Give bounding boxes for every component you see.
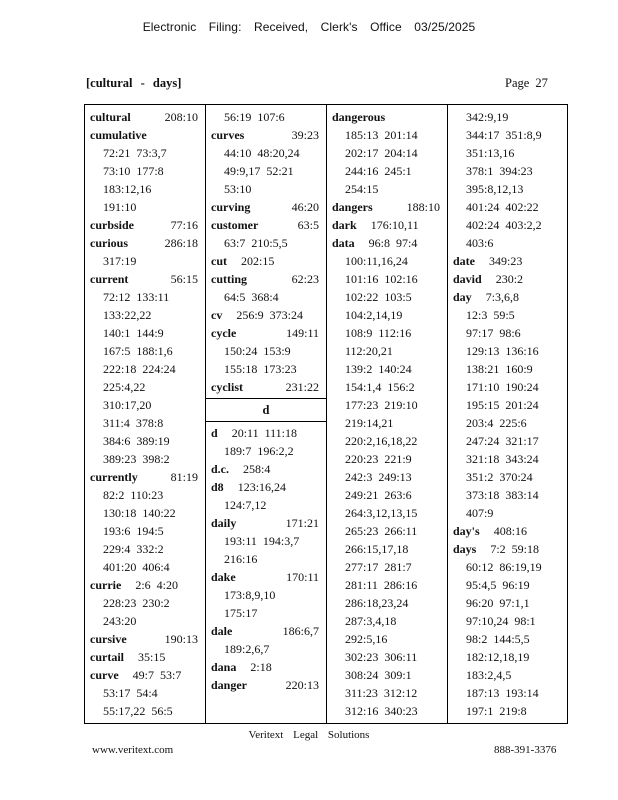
page-line-ref: 220:2,16,18,22: [345, 434, 418, 448]
page-line-ref: 112:20,21: [345, 344, 393, 358]
index-entry: [211, 306, 323, 324]
page-line-ref: 138:21 160:9: [466, 362, 533, 376]
page-line-ref: 96:8 97:4: [368, 236, 418, 250]
index-term: curves: [211, 128, 245, 142]
page-line-ref: 195:15 201:24: [466, 398, 539, 412]
page-line-ref: 170:11: [286, 570, 319, 584]
page-line-ref: 349:23: [489, 254, 523, 268]
index-entry: [211, 378, 323, 396]
index-entry: [90, 468, 202, 576]
page-line-ref: 203:4 225:6: [466, 416, 527, 430]
index-entry: [453, 270, 566, 288]
index-term: currie: [90, 578, 122, 592]
page-line-ref: 73:10 177:8: [103, 164, 164, 178]
page-line-ref: 189:2,6,7: [224, 642, 270, 656]
page-line-ref: 189:7 196:2,2: [224, 444, 294, 458]
index-term: customer: [211, 218, 259, 232]
page-line-ref: 62:23: [291, 272, 319, 286]
page-line-ref: 187:13 193:14: [466, 686, 539, 700]
page-line-ref: 124:7,12: [224, 498, 267, 512]
page-line-ref: 220:13: [285, 678, 319, 692]
page-line-ref: 222:18 224:24: [103, 362, 176, 376]
page-line-ref: 175:17: [224, 606, 258, 620]
page-line-ref: 256:9 373:24: [236, 308, 303, 322]
page-line-ref: 277:17 281:7: [345, 560, 412, 574]
index-entry: [453, 522, 566, 540]
page-line-ref: 292:5,16: [345, 632, 388, 646]
index-entry: [211, 270, 323, 306]
index-term: cycle: [211, 326, 237, 340]
index-term: dark: [332, 218, 357, 232]
index-term: current: [90, 272, 129, 286]
index-term: dangers: [332, 200, 373, 214]
index-entry: [211, 676, 323, 694]
index-entry: [90, 648, 202, 666]
index-entry: [332, 234, 444, 720]
page-line-ref: 183:2,4,5: [466, 668, 512, 682]
page-line-ref: 133:22,22: [103, 308, 152, 322]
index-entry: [211, 108, 323, 126]
page-line-ref: 60:12 86:19,19: [466, 560, 542, 574]
page-line-ref: 97:17 98:6: [466, 326, 521, 340]
index-entry: [90, 126, 202, 216]
index-entry: [211, 126, 323, 198]
page-line-ref: 230:2: [495, 272, 524, 286]
page-line-ref: 82:2 110:23: [103, 488, 164, 502]
index-term: cursive: [90, 632, 127, 646]
page-line-ref: 108:9 112:16: [345, 326, 412, 340]
index-entry: [211, 514, 323, 568]
index-term: curious: [90, 236, 129, 250]
page-line-ref: 101:16 102:16: [345, 272, 418, 286]
page-line-ref: 378:1 394:23: [466, 164, 533, 178]
index-column-2: [206, 105, 327, 723]
page-line-ref: 39:23: [291, 128, 319, 142]
page-line-ref: 373:18 383:14: [466, 488, 539, 502]
page-line-ref: 312:16 340:23: [345, 704, 418, 718]
page-line-ref: 63:5: [297, 218, 319, 232]
page-line-ref: 185:13 201:14: [345, 128, 418, 142]
page-line-ref: 139:2 140:24: [345, 362, 412, 376]
index-entry: [90, 270, 202, 468]
index-term: danger: [211, 678, 247, 692]
page-line-ref: 77:16: [170, 218, 198, 232]
page-line-ref: 242:3 249:13: [345, 470, 412, 484]
page-line-ref: 311:4 378:8: [103, 416, 164, 430]
index-column-4: [448, 105, 569, 723]
page-line-ref: 2:6 4:20: [135, 578, 178, 592]
index-entry: [211, 424, 323, 460]
index-entry: [453, 540, 566, 720]
page-number: Page 27: [505, 76, 548, 90]
page-line-ref: 46:20: [291, 200, 319, 214]
index-term: cyclist: [211, 380, 243, 394]
footer-company: Veritext Legal Solutions: [248, 729, 370, 741]
index-column-3: [327, 105, 448, 723]
page-line-ref: 254:15: [345, 182, 379, 196]
index-term: cumulative: [90, 128, 147, 142]
index-term: days: [453, 542, 477, 556]
index-entry: [332, 108, 444, 198]
page-line-ref: 202:17 204:14: [345, 146, 418, 160]
index-term: d.c.: [211, 462, 229, 476]
page-line-ref: 308:24 309:1: [345, 668, 412, 682]
page-line-ref: 389:23 398:2: [103, 452, 170, 466]
page-line-ref: 186:6,7: [282, 624, 319, 638]
index-term: dangerous: [332, 110, 386, 124]
index-entry: [211, 198, 323, 216]
page-line-ref: 56:19 107:6: [224, 110, 285, 124]
index-range: [cultural - days]: [86, 76, 182, 90]
page-line-ref: 140:1 144:9: [103, 326, 164, 340]
page-line-ref: 188:10: [406, 200, 440, 214]
page-line-ref: 7:3,6,8: [485, 290, 520, 304]
letter-section-header: d: [206, 398, 326, 422]
index-entry: [332, 216, 444, 234]
page-line-ref: 171:21: [285, 516, 319, 530]
page-line-ref: 104:2,14,19: [345, 308, 403, 322]
page-line-ref: 208:10: [164, 110, 198, 124]
index-term: daily: [211, 516, 237, 530]
index-entry: [211, 568, 323, 622]
page-line-ref: 220:23 221:9: [345, 452, 412, 466]
page-line-ref: 403:6: [466, 236, 494, 250]
page-line-ref: 182:12,18,19: [466, 650, 530, 664]
page-line-ref: 286:18: [164, 236, 198, 250]
page-line-ref: 310:17,20: [103, 398, 152, 412]
filing-stamp: Electronic Filing: Received, Clerk's Office 03/25/2025: [142, 20, 476, 34]
index-entry: [332, 198, 444, 216]
page-line-ref: 264:3,12,13,15: [345, 506, 418, 520]
page-line-ref: 72:21 73:3,7: [103, 146, 167, 160]
page-line-ref: 193:11 194:3,7: [224, 534, 300, 548]
word-index-table: [84, 104, 568, 724]
page-line-ref: 12:3 59:5: [466, 308, 515, 322]
index-entry: [90, 108, 202, 126]
page-line-ref: 20:11 111:18: [231, 426, 298, 440]
page-line-ref: 176:10,11: [370, 218, 419, 232]
index-entry: [90, 216, 202, 234]
index-entry: [453, 288, 566, 522]
page-line-ref: 98:2 144:5,5: [466, 632, 530, 646]
page-line-ref: 64:5 368:4: [224, 290, 279, 304]
page-line-ref: 171:10 190:24: [466, 380, 539, 394]
page-line-ref: 231:22: [285, 380, 319, 394]
index-term: dana: [211, 660, 237, 674]
page-line-ref: 216:16: [224, 552, 258, 566]
index-term: day's: [453, 524, 480, 538]
page-line-ref: 401:20 406:4: [103, 560, 170, 574]
index-term: d: [211, 426, 218, 440]
index-entry: [90, 234, 202, 270]
page-line-ref: 167:5 188:1,6: [103, 344, 173, 358]
page-line-ref: 302:23 306:11: [345, 650, 418, 664]
index-term: david: [453, 272, 482, 286]
page-line-ref: 96:20 97:1,1: [466, 596, 530, 610]
index-entry: [90, 630, 202, 648]
page-line-ref: 286:18,23,24: [345, 596, 409, 610]
page-line-ref: 53:10: [224, 182, 252, 196]
page-line-ref: 191:10: [103, 200, 137, 214]
index-entry: [211, 658, 323, 676]
page-line-ref: 130:18 140:22: [103, 506, 176, 520]
page-line-ref: 7:2 59:18: [490, 542, 540, 556]
page-line-ref: 97:10,24 98:1: [466, 614, 536, 628]
index-entry: [211, 252, 323, 270]
footer-website: www.veritext.com: [92, 744, 174, 756]
page-line-ref: 63:7 210:5,5: [224, 236, 288, 250]
page-line-ref: 266:15,17,18: [345, 542, 409, 556]
page-line-ref: 321:18 343:24: [466, 452, 539, 466]
index-term: curtail: [90, 650, 124, 664]
page-line-ref: 402:24 403:2,2: [466, 218, 542, 232]
page-line-ref: 150:24 153:9: [224, 344, 291, 358]
index-term: curving: [211, 200, 251, 214]
page-line-ref: 244:16 245:1: [345, 164, 412, 178]
page-line-ref: 155:18 173:23: [224, 362, 297, 376]
page-line-ref: 72:12 133:11: [103, 290, 170, 304]
page-line-ref: 123:16,24: [237, 480, 287, 494]
page-line-ref: 193:6 194:5: [103, 524, 164, 538]
page-line-ref: 95:4,5 96:19: [466, 578, 530, 592]
page-line-ref: 55:17,22 56:5: [103, 704, 173, 718]
page-line-ref: 102:22 103:5: [345, 290, 412, 304]
page-line-ref: 81:19: [170, 470, 198, 484]
page-line-ref: 202:15: [241, 254, 275, 268]
page-line-ref: 154:1,4 156:2: [345, 380, 415, 394]
page-line-ref: 149:11: [286, 326, 319, 340]
index-term: d8: [211, 480, 224, 494]
page-line-ref: 249:21 263:6: [345, 488, 412, 502]
index-entry: [90, 666, 202, 720]
page-line-ref: 384:6 389:19: [103, 434, 170, 448]
page-line-ref: 173:8,9,10: [224, 588, 276, 602]
index-entry: [211, 216, 323, 252]
page-line-ref: 228:23 230:2: [103, 596, 170, 610]
page-line-ref: 44:10 48:20,24: [224, 146, 300, 160]
page-line-ref: 243:20: [103, 614, 137, 628]
page-line-ref: 229:4 332:2: [103, 542, 164, 556]
index-entry: [453, 108, 566, 252]
index-term: curbside: [90, 218, 135, 232]
index-term: day: [453, 290, 472, 304]
index-term: cut: [211, 254, 227, 268]
page-line-ref: 344:17 351:8,9: [466, 128, 542, 142]
page-line-ref: 2:18: [250, 660, 272, 674]
page-line-ref: 258:4: [243, 462, 271, 476]
page-line-ref: 56:15: [170, 272, 198, 286]
page-line-ref: 129:13 136:16: [466, 344, 539, 358]
index-term: currently: [90, 470, 138, 484]
page-line-ref: 190:13: [164, 632, 198, 646]
index-term: dake: [211, 570, 236, 584]
page-line-ref: 197:1 219:8: [466, 704, 527, 718]
index-entry: [211, 460, 323, 478]
page-line-ref: 219:14,21: [345, 416, 394, 430]
page-line-ref: 183:12,16: [103, 182, 152, 196]
page-line-ref: 407:9: [466, 506, 494, 520]
page-line-ref: 247:24 321:17: [466, 434, 539, 448]
page-line-ref: 351:13,16: [466, 146, 515, 160]
index-entry: [211, 324, 323, 378]
page-line-ref: 49:9,17 52:21: [224, 164, 294, 178]
page-line-ref: 401:24 402:22: [466, 200, 539, 214]
page-line-ref: 342:9,19: [466, 110, 509, 124]
page-line-ref: 225:4,22: [103, 380, 146, 394]
index-term: cultural: [90, 110, 131, 124]
index-entry: [453, 252, 566, 270]
page-line-ref: 100:11,16,24: [345, 254, 408, 268]
index-entry: [90, 576, 202, 630]
page-line-ref: 177:23 219:10: [345, 398, 418, 412]
page-line-ref: 351:2 370:24: [466, 470, 533, 484]
index-term: cv: [211, 308, 223, 322]
page-line-ref: 49:7 53:7: [132, 668, 182, 682]
index-entry: [211, 478, 323, 514]
page-line-ref: 287:3,4,18: [345, 614, 397, 628]
index-term: cutting: [211, 272, 247, 286]
page-line-ref: 35:15: [138, 650, 166, 664]
page-line-ref: 395:8,12,13: [466, 182, 524, 196]
footer-phone: 888-391-3376: [494, 744, 557, 756]
page-line-ref: 281:11 286:16: [345, 578, 418, 592]
index-entry: [211, 622, 323, 658]
index-column-1: [85, 105, 206, 723]
index-term: data: [332, 236, 355, 250]
index-term: date: [453, 254, 475, 268]
page-line-ref: 317:19: [103, 254, 137, 268]
page-line-ref: 265:23 266:11: [345, 524, 418, 538]
page-line-ref: 408:16: [493, 524, 528, 538]
page-line-ref: 311:23 312:12: [345, 686, 418, 700]
index-term: dale: [211, 624, 233, 638]
index-term: curve: [90, 668, 119, 682]
page-line-ref: 53:17 54:4: [103, 686, 158, 700]
